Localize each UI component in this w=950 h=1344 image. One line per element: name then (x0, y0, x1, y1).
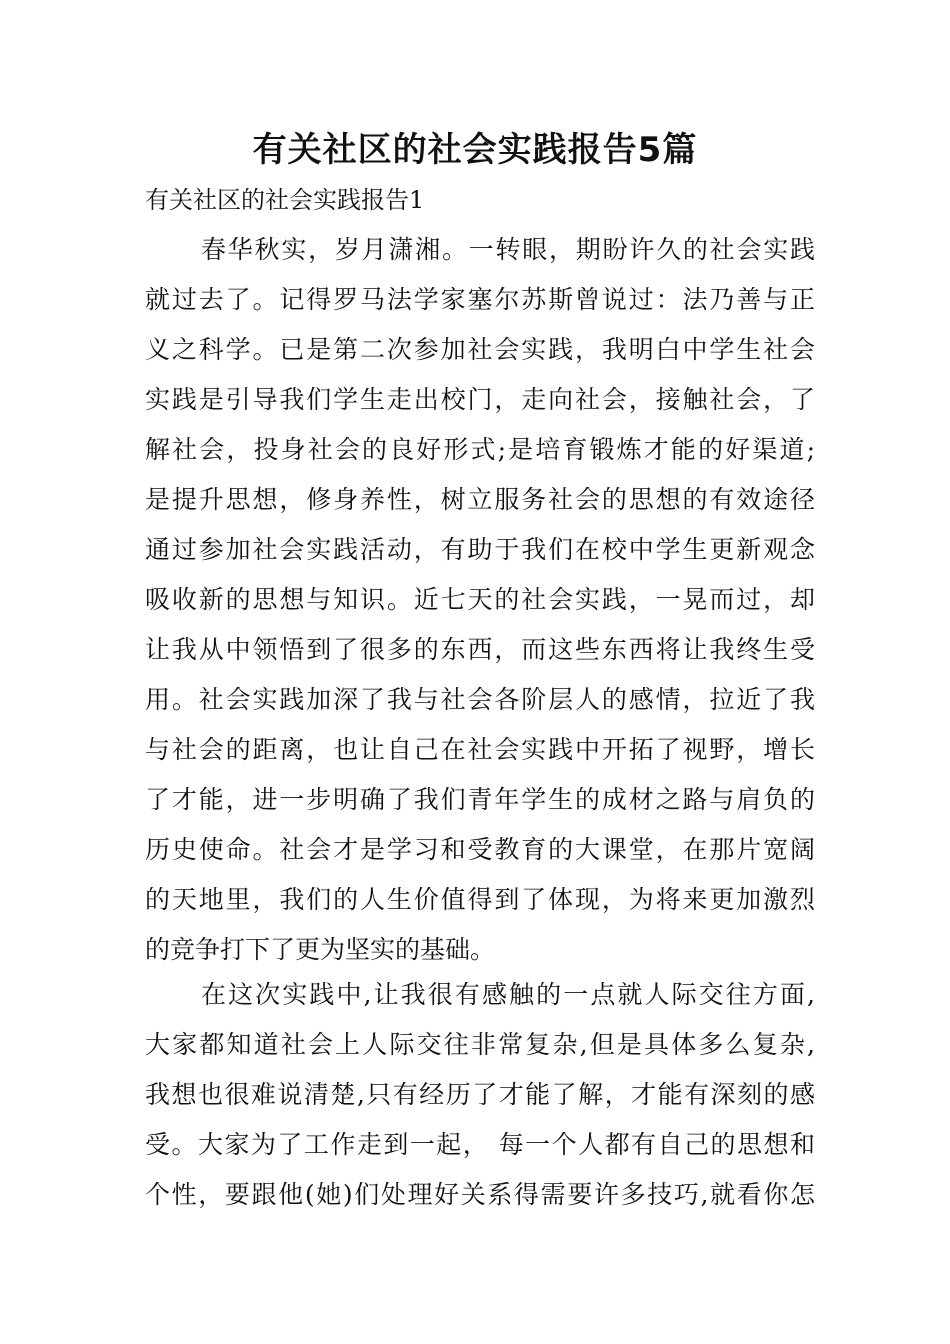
paragraph-line: 的天地里，我们的人生价值得到了体现，为将来更加激烈 (145, 885, 815, 914)
paragraph-line: 吸收新的思想与知识。近七天的社会实践，一晃而过，却 (145, 585, 815, 614)
paragraph-line: 通过参加社会实践活动，有助于我们在校中学生更新观念 (145, 535, 815, 564)
paragraph-line: 大家都知道社会上人际交往非常复杂,但是具体多么复杂, (145, 1030, 815, 1059)
paragraph-line: 了才能，进一步明确了我们青年学生的成材之路与肩负的 (145, 785, 815, 814)
paragraph-line: 用。社会实践加深了我与社会各阶层人的感情，拉近了我 (145, 685, 815, 714)
paragraph-line: 解社会，投身社会的良好形式;是培育锻炼才能的好渠道; (145, 435, 815, 464)
paragraph-line: 我想也很难说清楚,只有经历了才能了解，才能有深刻的感 (145, 1080, 815, 1109)
paragraph-line: 春华秋实，岁月潇湘。一转眼，期盼许久的社会实践 (201, 235, 815, 264)
paragraph-line: 历史使命。社会才是学习和受教育的大课堂，在那片宽阔 (145, 835, 815, 864)
paragraph-1 (145, 225, 815, 975)
paragraph-line: 个性，要跟他(她)们处理好关系得需要许多技巧,就看你怎 (145, 1180, 815, 1209)
paragraph-line: 受。大家为了工作走到一起， 每一个人都有自己的思想和 (145, 1130, 815, 1159)
paragraph-line: 是提升思想，修身养性，树立服务社会的思想的有效途径 (145, 485, 815, 514)
paragraph-line: 的竞争打下了更为坚实的基础。 (145, 935, 496, 964)
paragraph-2 (145, 970, 815, 1220)
paragraph-line: 实践是引导我们学生走出校门，走向社会，接触社会，了 (145, 385, 815, 414)
paragraph-line: 就过去了。记得罗马法学家塞尔苏斯曾说过：法乃善与正 (145, 285, 815, 314)
paragraph-line: 与社会的距离，也让自己在社会实践中开拓了视野，增长 (145, 735, 815, 764)
paragraph-line: 在这次实践中,让我很有感触的一点就人际交往方面, (201, 980, 815, 1009)
document-title: 有关社区的社会实践报告5篇 (252, 130, 698, 170)
paragraph-line: 让我从中领悟到了很多的东西，而这些东西将让我终生受 (145, 635, 815, 664)
section-title: 有关社区的社会实践报告1 (145, 186, 425, 214)
paragraph-line: 义之科学。已是第二次参加社会实践，我明白中学生社会 (145, 335, 815, 364)
